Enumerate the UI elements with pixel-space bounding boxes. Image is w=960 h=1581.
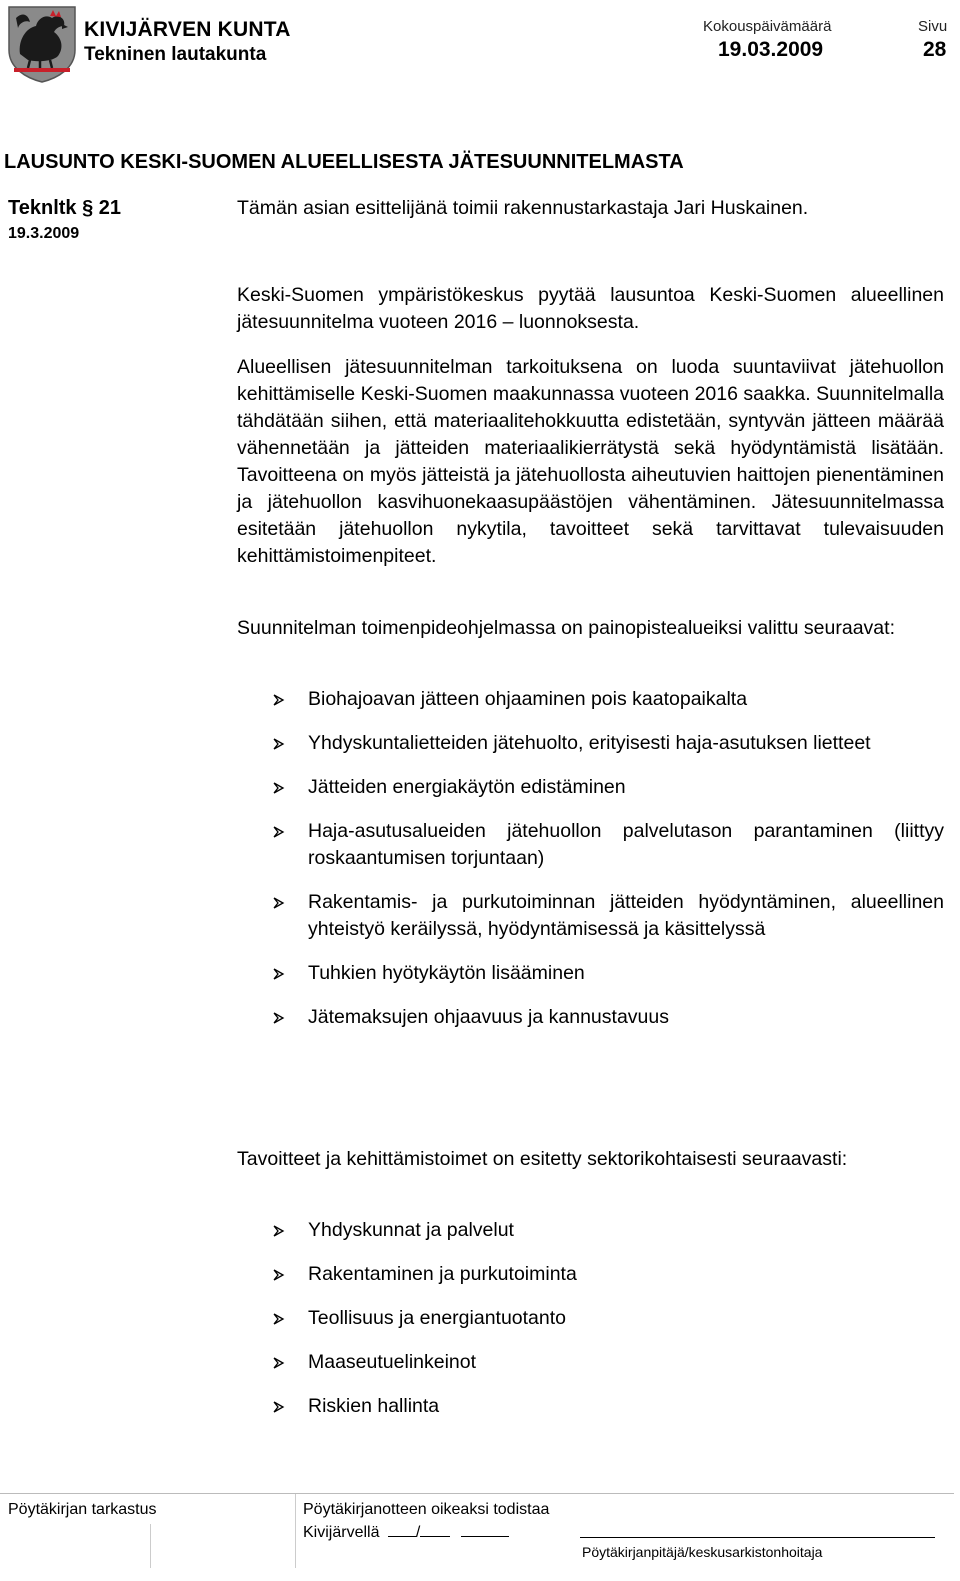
list-item: Jätteiden energiakäytön edistäminen [237, 774, 944, 801]
arrow-bullet-icon [273, 1225, 285, 1237]
list-item: Teollisuus ja energiantuotanto [237, 1305, 944, 1332]
arrow-bullet-icon [273, 897, 285, 909]
year-blank [461, 1522, 509, 1537]
day-blank [388, 1522, 416, 1537]
arrow-bullet-icon [273, 1269, 285, 1281]
arrow-bullet-icon [273, 738, 285, 750]
date-separator: / [415, 1524, 421, 1541]
list-item: Yhdyskunnat ja palvelut [237, 1217, 944, 1244]
list-item: Yhdyskuntalietteiden jätehuolto, erityisesti haja-asutuksen lietteet [237, 730, 944, 757]
meeting-date: 19.03.2009 [718, 38, 824, 61]
signer-title: Pöytäkirjanpitäjä/keskusarkistonhoitaja [582, 1544, 823, 1560]
org-unit: Tekninen lautakunta [84, 44, 267, 65]
review-label: Pöytäkirjan tarkastus [8, 1501, 157, 1518]
footer-divider [150, 1524, 152, 1568]
footer [0, 1493, 954, 1568]
place-date-line [303, 1522, 509, 1542]
arrow-bullet-icon [273, 826, 285, 838]
focus-area-list [237, 686, 944, 1031]
paragraph-focus-intro: Suunnitelman toimenpideohjelmassa on painopistealueiksi valittu seuraavat: [237, 617, 895, 639]
list-item: Maaseutuelinkeinot [237, 1349, 944, 1376]
arrow-bullet-icon [273, 694, 285, 706]
page-label: Sivu [918, 18, 948, 35]
arrow-bullet-icon [273, 1401, 285, 1413]
paragraph-sectors-intro: Tavoitteet ja kehittämistoimet on esitetty sektorikohtaisesti seuraavasti: [237, 1148, 848, 1170]
signature-line [580, 1537, 935, 1538]
list-item: Rakentaminen ja purkutoiminta [237, 1261, 944, 1288]
list-item: Jätemaksujen ohjaavuus ja kannustavuus [237, 1004, 944, 1031]
arrow-bullet-icon [273, 1313, 285, 1325]
section-id: Teknltk § 21 [8, 197, 122, 219]
arrow-bullet-icon [273, 782, 285, 794]
section-date: 19.3.2009 [8, 225, 80, 242]
page-number: 28 [923, 38, 947, 61]
paragraph-purpose: Alueellisen jätesuunnitelman tarkoituksena on luoda suuntaviivat jätehuollon kehittämiselle Keski-Suomen maakunnassa vuoteen 2016 saakka. Suunnitelmalla tähdätään siihen, että materiaalitehokkuutta edistetään, syntyvän jätteen määrää vähennetään ja jätteiden materiaalikierrätystä sekä hyödyntämistä lisätään. Tavoitteena on myös jätteistä ja jätehuollosta aiheutuvien haittojen pienentäminen ja jätehuollon kasvihuonekaasupäästöjen vähentäminen. Jätesuunnitelmassa esitetään jätehuollon nykytila, tavoitteet sekä tarvittavat tulevaisuuden kehittämistoimenpiteet. [237, 356, 944, 567]
month-blank [420, 1522, 450, 1537]
list-item: Biohajoavan jätteen ohjaaminen pois kaatopaikalta [237, 686, 944, 713]
certified-label: Pöytäkirjanotteen oikeaksi todistaa [303, 1501, 550, 1518]
footer-divider [295, 1494, 297, 1568]
document-title: LAUSUNTO KESKI-SUOMEN ALUEELLISESTA JÄTESUUNNITELMASTA [4, 151, 684, 173]
municipality-crest [6, 4, 78, 84]
list-item: Tuhkien hyötykäytön lisääminen [237, 960, 944, 987]
paragraph-presenter: Tämän asian esittelijänä toimii rakennustarkastaja Jari Huskainen. [237, 197, 809, 219]
arrow-bullet-icon [273, 1357, 285, 1369]
org-name: KIVIJÄRVEN KUNTA [84, 18, 291, 41]
paragraph-request: Keski-Suomen ympäristökeskus pyytää lausuntoa Keski-Suomen alueellinen jätesuunnitelma vuoteen 2016 – luonnoksesta. [237, 284, 944, 333]
list-item: Riskien hallinta [237, 1393, 944, 1420]
arrow-bullet-icon [273, 968, 285, 980]
meeting-date-label: Kokouspäivämäärä [703, 18, 832, 35]
list-item: Rakentamis- ja purkutoiminnan jätteiden hyödyntäminen, alueellinen yhteistyö keräilyssä, hyödyntämisessä ja käsittelyssä [237, 889, 944, 943]
sector-list [237, 1217, 944, 1420]
list-item: Haja-asutusalueiden jätehuollon palvelutason parantaminen (liittyy roskaantumisen torjuntaan) [237, 818, 944, 872]
arrow-bullet-icon [273, 1012, 285, 1024]
place: Kivijärvellä [303, 1524, 380, 1541]
